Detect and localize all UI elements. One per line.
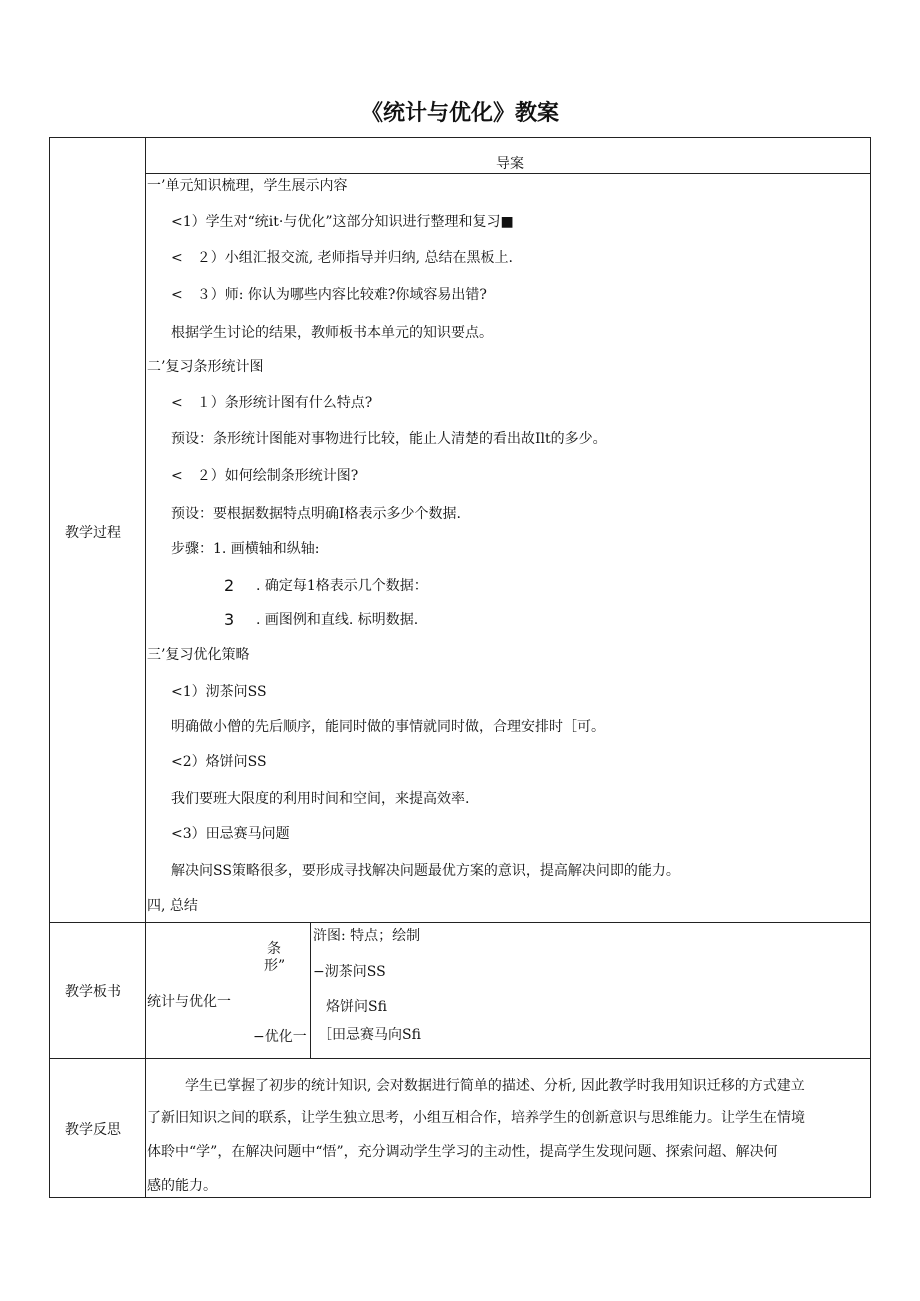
column-divider xyxy=(145,137,146,1198)
table-border-right xyxy=(870,137,871,1198)
row-label-reflection: 教学反思 xyxy=(65,1122,121,1138)
process-line: <3）田忌赛马问题 xyxy=(171,826,290,842)
process-line: . 确定每1格表示几个数据： xyxy=(256,578,428,594)
process-line: 根据学生讨论的结果，教师板书本单元的知识要点。 xyxy=(171,325,493,341)
process-line: < ２）如何绘制条形统计图? xyxy=(171,468,359,484)
process-line: 我们要班大限度的利用时间和空间，来提高效率. xyxy=(171,791,470,807)
row-label-board: 教学板书 xyxy=(65,984,121,1000)
process-line: < ２）小组汇报交流, 老师指导并归纳, 总结在黑板上. xyxy=(171,250,513,266)
step-number: 2 xyxy=(224,576,235,595)
table-border-top xyxy=(49,137,871,138)
process-line: 解决问SS策略很多，要形成寻找解决问题最优方案的意识，提高解决问即的能力。 xyxy=(171,863,680,879)
board-text: 烙饼问Sfi xyxy=(326,999,387,1015)
board-text: 浒图: 特点；绘制 xyxy=(313,928,421,944)
board-text: −沏茶问SS xyxy=(313,964,386,980)
table-border-left xyxy=(49,137,50,1198)
board-text: ［田忌赛马向Sfi xyxy=(318,1027,421,1043)
section-heading: 三’复习优化策略 xyxy=(147,647,250,663)
process-line: < ３）师: 你认为哪些内容比较难?你域容易出错? xyxy=(171,287,487,303)
reflection-line: 感的能力。 xyxy=(147,1178,217,1194)
process-line: 预设：条形统计图能对事物进行比较，能止人清楚的看出故Ilt的多少。 xyxy=(171,431,607,447)
process-line: . 画图例和直线. 标明数据. xyxy=(256,612,419,628)
board-inner-divider xyxy=(310,922,311,1059)
section-heading: 二’复习条形统计图 xyxy=(147,359,264,375)
row-divider-board xyxy=(49,1058,871,1059)
reflection-line: 学生已掌握了初步的统计知识, 会对数据进行简单的描述、分析, 因此教学时我用知识迁移的方式建立 xyxy=(185,1078,805,1094)
guide-header-divider xyxy=(145,173,871,174)
process-line: <1）学生对“统it·与优化”这部分知识进行整理和复习■ xyxy=(171,214,514,230)
process-line: 预设：要根据数据特点明确I格表示多少个数据. xyxy=(171,506,461,522)
board-text: 统计与优化一 xyxy=(147,994,231,1010)
row-divider-process xyxy=(49,922,871,923)
process-line: <2）烙饼问SS xyxy=(171,754,267,770)
page-title: 《统计与优化》教案 xyxy=(360,101,559,126)
row-label-process: 教学过程 xyxy=(65,525,121,541)
process-line: < １）条形统计图有什么特点? xyxy=(171,395,373,411)
process-line: <1）沏茶问SS xyxy=(171,684,267,700)
reflection-line: 体聆中“学”，在解决问题中“悟”，充分调动学生学习的主动性，提高学生发现问题、探索问超、解决何 xyxy=(147,1144,778,1160)
board-text: 条 xyxy=(267,941,281,957)
step-number: 3 xyxy=(224,610,235,629)
guide-header: 导案 xyxy=(496,156,524,172)
reflection-line: 了新旧知识之间的联系，让学生独立思考，小组互相合作，培养学生的创新意识与思维能力。让学生在情境 xyxy=(147,1110,805,1126)
table-border-bottom xyxy=(49,1197,871,1198)
process-line: 明确做小僧的先后顺序，能同时做的事情就同时做，合理安排时［可。 xyxy=(171,719,605,735)
board-text: 形” xyxy=(264,958,286,974)
board-text: −优化一 xyxy=(253,1029,307,1045)
process-line: 步骤：1. 画横轴和纵轴: xyxy=(171,541,320,557)
section-heading: 四, 总结 xyxy=(147,898,198,914)
section-heading: 一’单元知识梳理，学生展示内容 xyxy=(147,178,348,194)
